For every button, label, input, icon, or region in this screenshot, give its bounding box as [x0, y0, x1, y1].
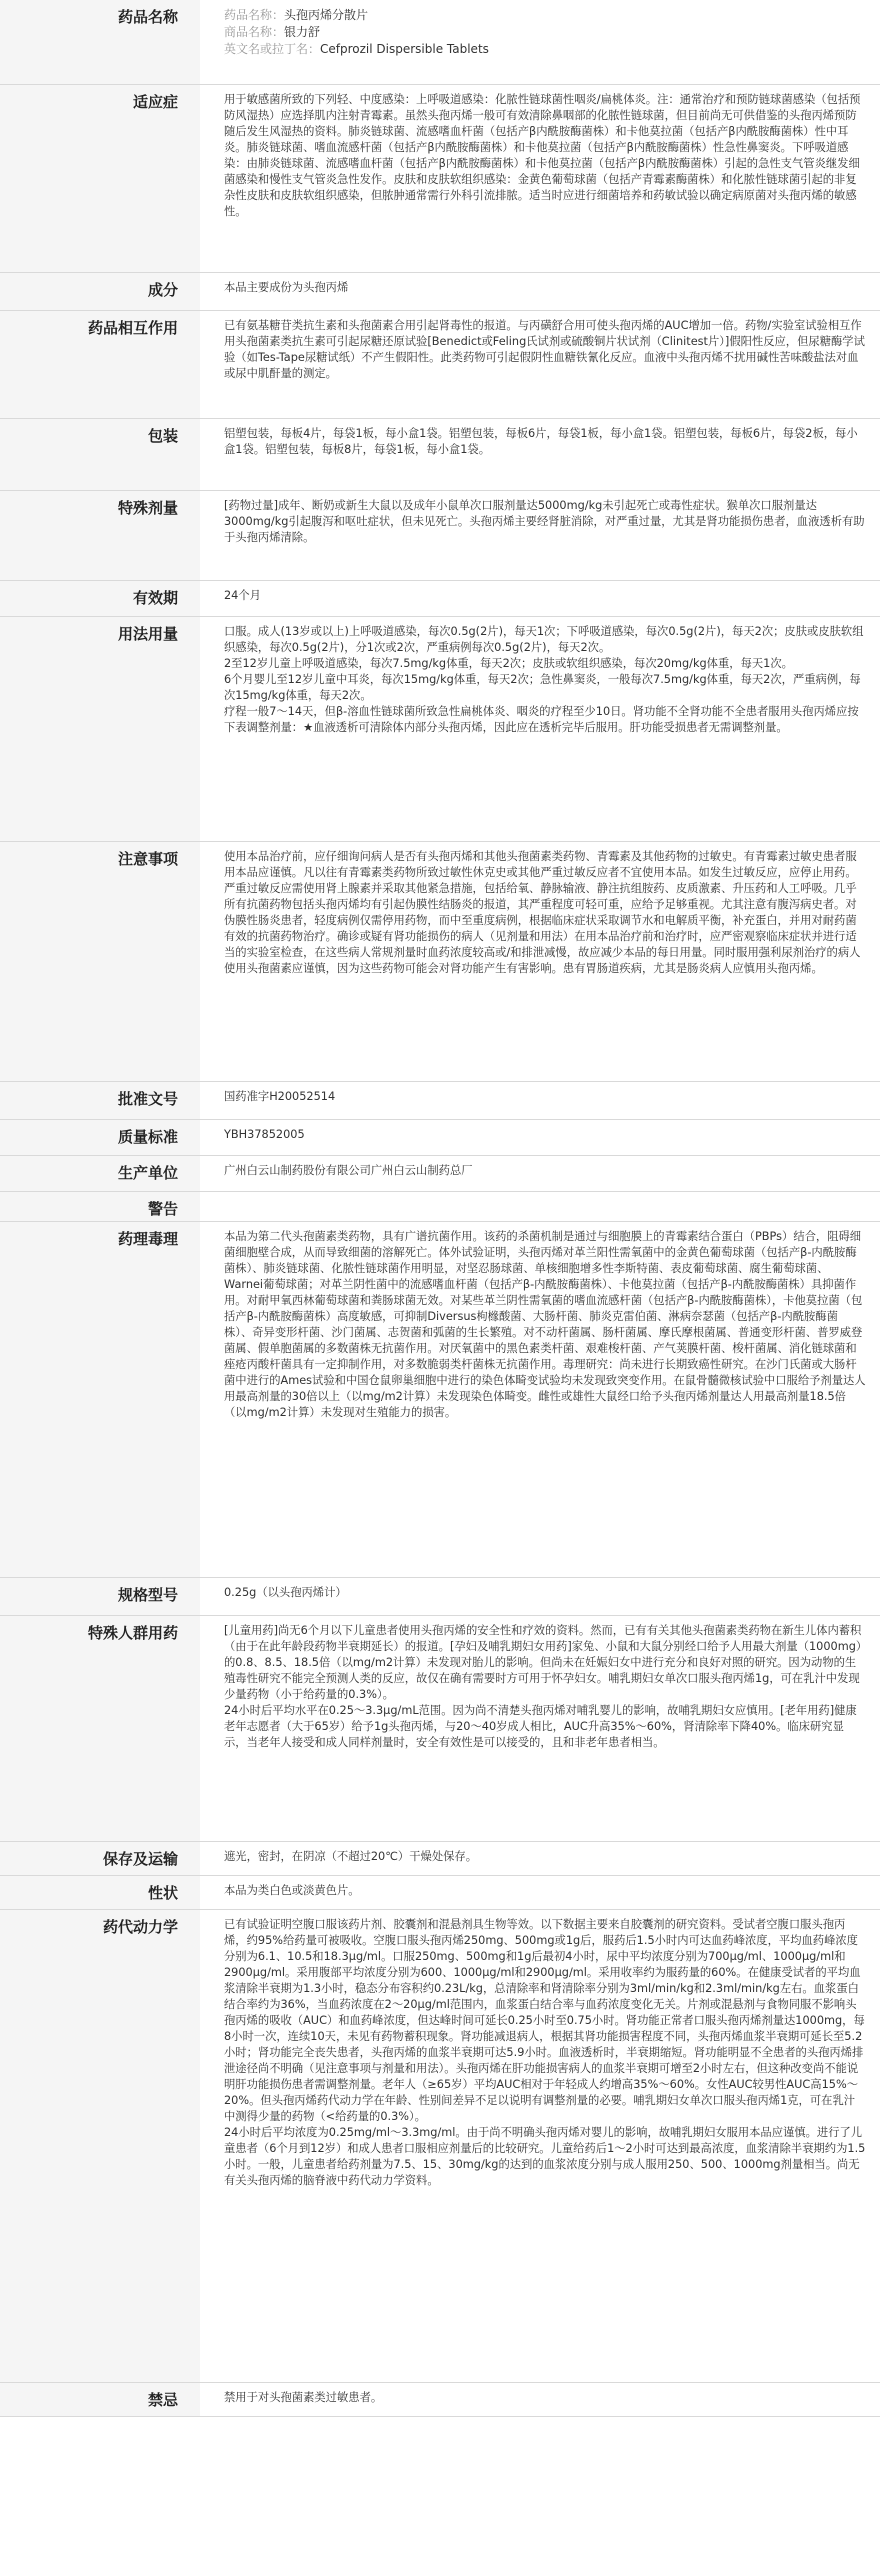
value-approval [200, 1081, 880, 1119]
label-manufacturer: 生产单位 [0, 1155, 200, 1191]
label-drug-name: 药品名称 [0, 0, 200, 84]
pharmacokinetics-text: 已有试验证明空腹口服该药片剂、胶囊剂和混悬剂具生物等效。以下数据主要来自胶囊剂的研究资料。受试者空腹口服头孢丙烯，约95%给药量可被吸收。空腹口服头孢丙烯250mg、500mg或1g后，服药后1.5小时内可达血药峰浓度，平均血药峰浓度分别为6.1、10.5和18.3μg/ml。口服250mg、500mg和1g后最初4小时，尿中平均浓度分别为700μg/ml、1000μg/ml和2900μg/ml。采用腹部平均浓度分别为600、1000μg/ml和2900μg/ml。采用收率约为服药量的60%。在健康受试者的平均血浆清除半衰期为1.3小时，稳态分布容积约0.23L/kg，总清除率和肾清除率分别为3ml/min/kg和2.3ml/min/kg左右。血浆蛋白结合率约为36%，当血药浓度在2～20μg/ml范围内，血浆蛋白结合率与血药浓度变化无关。片剂或混悬剂与食物同服不影响头孢丙烯的吸收（AUC）和血药峰浓度，但达峰时间可延长0.25小时至0.75小时。肾功能正常者口服头孢丙烯剂量达1000mg，每8小时一次，连续10天，未见有药物蓄积现象。肾功能减退病人，根据其肾功能损害程度不同，头孢丙烯血浆半衰期可延长至5.2小时；肾功能完全丧失患者，头孢丙烯的血浆半衰期可达5.9小时。血液透析时，半衰期缩短。肾功能明显不全患者的头孢丙烯排泄途径尚不明确（见注意事项与剂量和用法）。头孢丙烯在肝功能损害病人的血浆半衰期可增至2小时左右，但这种改变尚不能说明肝功能损伤患者需调整剂量。老年人（≥65岁）平均AUC相对于年轻成人约增高35%～60%。女性AUC较男性AUC高15%～20%。但头孢丙烯药代动力学在年龄、性别间差异不足以说明有调整剂量的必要。哺乳期妇女单次口服头孢丙烯1克，可在乳汁中测得少量的药物（<给药量的0.3%）。 24小时后平均浓度为0.25mg/ml～3.3mg/ml。由于尚不明确头孢丙烯对婴儿的影响，故哺乳期妇女服用本品应谨慎。进行了儿童患者（6个月到12岁）和成人患者口服相应剂量后的比较研究。儿童给药后1～2小时可达到最高浓度，血浆清除半衰期约为1.5小时。一般，儿童患者给药剂量为7.5、15、30mg/kg的达到的血浆浓度分别与成人服用250、500、1000mg剂量相当。尚无有关头孢丙烯的脑脊液中药代动力学资料。 [224, 1917, 866, 2187]
row-specification [0, 1577, 880, 1615]
value-package [200, 418, 880, 490]
row-interactions [0, 310, 880, 418]
generic-name-value: 头孢丙烯分散片 [284, 8, 369, 22]
label-indications: 适应症 [0, 84, 200, 272]
value-indications [200, 84, 880, 272]
label-validity: 有效期 [0, 580, 200, 616]
row-indications [0, 84, 880, 272]
pharmacology-text: 本品为第二代头孢菌素类药物，具有广谱抗菌作用。该药的杀菌机制是通过与细胞膜上的青霉素结合蛋白（PBPs）结合，阻碍细菌细胞壁合成，从而导致细菌的溶解死亡。体外试验证明，头孢丙烯对革兰阳性需氧菌中的金黄色葡萄球菌（包括产β-内酰胺酶菌株）、肺炎链球菌、化脓性链球菌作用明显，对坚忍肠球菌、单核细胞增多性李斯特菌、表皮葡萄球菌、腐生葡萄球菌、Warnei葡萄球菌；对革兰阴性菌中的流感嗜血杆菌（包括产β-内酰胺酶菌株）、卡他莫拉菌（包括产β-内酰胺酶菌株）具抑菌作用。对耐甲氧西林葡萄球菌和粪肠球菌无效。对某些革兰阴性需氧菌的嗜血流感杆菌（包括产β-内酰胺酶菌株），卡他莫拉菌（包括产β-内酰胺酶菌株）高度敏感，可抑制Diversus枸橼酸菌、大肠杆菌、肺炎克雷伯菌、淋病奈瑟菌（包括产β-内酰胺酶菌株）、奇异变形杆菌、沙门菌属、志贺菌和弧菌的生长繁殖。对不动杆菌属、肠杆菌属、摩氏摩根菌属、普通变形杆菌、普罗威登菌属、假单胞菌属的多数菌株无抗菌作用。对厌氧菌中的黑色素类杆菌、艰难梭杆菌、产气荚膜杆菌、梭杆菌属、消化链球菌和痤疮丙酸杆菌具有一定抑制作用，对多数脆弱类杆菌株无抗菌作用。毒理研究：尚未进行长期致癌性研究。在沙门氏菌或大肠杆菌中进行的Ames试验和中国仓鼠卵巢细胞中进行的染色体畸变试验均未发现致突变作用。在鼠骨髓微核试验中口服给予剂量达人用最高剂量的30倍以上（以mg/m2计算）未发现染色体畸变。雌性或雄性大鼠经口给予头孢丙烯剂量达人用最高剂量18.5倍（以mg/m2计算）未发现对生殖能力的损害。 [224, 1229, 866, 1419]
row-pharmacokinetics [0, 1909, 880, 2382]
value-contraindications [200, 2382, 880, 2416]
row-special-groups [0, 1615, 880, 1841]
indications-text: 用于敏感菌所致的下列轻、中度感染：上呼吸道感染：化脓性链球菌性咽炎/扁桃体炎。注：通常治疗和预防链球菌感染（包括预防风湿热）应选择肌内注射青霉素。虽然头孢丙烯一般可有效清除鼻咽部的化脓性链球菌，但目前尚无可供借鉴的头孢丙烯预防随后发生风湿热的资料。肺炎链球菌、流感嗜血杆菌（包括产β内酰胺酶菌株）和卡他莫拉菌（包括产β内酰胺酶菌株）性中耳炎。肺炎链球菌、嗜血流感杆菌（包括产β内酰胺酶菌株）和卡他莫拉菌（包括产β内酰胺酶菌株）性急性鼻窦炎。下呼吸道感染：由肺炎链球菌、流感嗜血杆菌（包括产β内酰胺酶菌株）和卡他莫拉菌（包括产β内酰胺酶菌株）引起的急性支气管炎继发细菌感染和慢性支气管炎急性发作。皮肤和皮肤软组织感染：金黄色葡萄球菌（包括产青霉素酶菌株）和化脓性链球菌引起的非复杂性皮肤和皮肤软组织感染，但脓肿通常需行外科引流排脓。适当时应进行细菌培养和药敏试验以确定病原菌对头孢丙烯的敏感性。 [224, 92, 861, 218]
row-appearance [0, 1875, 880, 1909]
composition-text: 本品主要成份为头孢丙烯 [224, 280, 349, 294]
value-pharmacokinetics [200, 1909, 880, 2382]
row-package [0, 418, 880, 490]
value-validity [200, 580, 880, 616]
validity-text: 24个月 [224, 588, 261, 602]
row-drug-name [0, 0, 880, 84]
label-storage: 保存及运输 [0, 1841, 200, 1875]
precautions-text: 使用本品治疗前，应仔细询问病人是否有头孢丙烯和其他头孢菌素类药物、青霉素及其他药物的过敏史。有青霉素过敏史患者服用本品应谨慎。凡以往有青霉素类药物所致过敏性休克史或其他严重过敏反应者不宜使用本品。如发生过敏反应，应停止用药。严重过敏反应需使用肾上腺素并采取其他紧急措施，包括给氧、静脉输液、静注抗组胺药、皮质激素、升压药和人工呼吸。几乎所有抗菌药物包括头孢丙烯均有引起伪膜性结肠炎的报道，其严重程度可轻可重，应给予足够重视。尤其注意有腹泻病史者。对伪膜性肠炎患者，轻度病例仅需停用药物，而中至重度病例，根据临床症状采取调节水和电解质平衡，补充蛋白，并用对耐药菌有效的抗菌药物治疗。确诊或疑有肾功能损伤的病人（见剂量和用法）在用本品治疗前和治疗时，应严密观察临床症状并进行适当的实验室检查，在这些病人常规剂量时血药浓度较高或/和排泄减慢，故应减少本品的每日用量。同时服用强利尿剂治疗的病人使用头孢菌素应谨慎，因为这些药物可能会对肾功能产生有害影响。患有胃肠道疾病，尤其是肠炎病人应慎用头孢丙烯。 [224, 849, 861, 975]
contraindications-text: 禁用于对头孢菌素类过敏患者。 [224, 2390, 383, 2404]
label-composition: 成分 [0, 272, 200, 310]
appearance-text: 本品为类白色或淡黄色片。 [224, 1883, 360, 1897]
label-pharmacology: 药理毒理 [0, 1221, 200, 1577]
value-composition [200, 272, 880, 310]
value-usage [200, 616, 880, 841]
value-drug-name [200, 0, 880, 84]
value-specification [200, 1577, 880, 1615]
value-overdose [200, 490, 880, 580]
row-pharmacology [0, 1221, 880, 1577]
label-usage: 用法用量 [0, 616, 200, 841]
label-specification: 规格型号 [0, 1577, 200, 1615]
value-warning [200, 1191, 880, 1221]
label-interactions: 药品相互作用 [0, 310, 200, 418]
english-name-value: Cefprozil Dispersible Tablets [320, 42, 489, 56]
trade-name-key: 商品名称： [224, 25, 285, 39]
label-contraindications: 禁忌 [0, 2382, 200, 2416]
label-overdose: 特殊剂量 [0, 490, 200, 580]
label-package: 包装 [0, 418, 200, 490]
english-name-key: 英文名或拉丁名： [224, 42, 321, 56]
value-special-groups [200, 1615, 880, 1841]
trade-name-value: 银力舒 [284, 25, 321, 39]
package-text: 铝塑包装，每板4片，每袋1板，每小盒1袋。铝塑包装，每板6片，每袋1板，每小盒1袋。铝塑包装，每板6片，每袋2板，每小盒1袋。铝塑包装，每板8片，每袋1板，每小盒1袋。 [224, 426, 858, 456]
generic-name-key: 药品名称： [224, 8, 285, 22]
row-storage [0, 1841, 880, 1875]
row-approval [0, 1081, 880, 1119]
row-precautions [0, 841, 880, 1081]
row-warning [0, 1191, 880, 1221]
standard-text: YBH37852005 [224, 1127, 305, 1141]
value-interactions [200, 310, 880, 418]
interactions-text: 已有氨基糖苷类抗生素和头孢菌素合用引起肾毒性的报道。与丙磺舒合用可使头孢丙烯的AUC增加一倍。药物/实验室试验相互作用头孢菌素类抗生素可引起尿糖还原试验[Benedict或Feling氏试剂或硫酸铜片状试剂（Clinitest片）]假阳性反应，但尿糖酶学试验（如Tes-Tape尿糖试纸）不产生假阳性。此类药物可引起假阴性血糖铁氰化反应。血液中头孢丙烯不扰用碱性苦味酸盐法对血或尿中肌酐量的测定。 [224, 318, 865, 380]
special-groups-text: [儿童用药]尚无6个月以下儿童患者使用头孢丙烯的安全性和疗效的资料。然而，已有有关其他头孢菌素类药物在新生儿体内蓄积（由于在此年龄段药物半衰期延长）的报道。[孕妇及哺乳期妇女用药]家兔、小鼠和大鼠分别经口给予人用最大剂量（1000mg）的0.8、8.5、18.5倍（以mg/m2计算）未发现对胎儿的影响。但尚未在妊娠妇女中进行充分和良好对照的研究。因为动物的生殖毒性研究不能完全预测人类的反应，故仅在确有需要时方可用于怀孕妇女。哺乳期妇女单次口服头孢丙烯1g，可在乳汁中发现少量药物（小于给药量的0.3%）。 24小时后平均水平在0.25～3.3μg/mL范围。因为尚不清楚头孢丙烯对哺乳婴儿的影响，故哺乳期妇女应慎用。[老年用药]健康老年志愿者（大于65岁）给予1g头孢丙烯，与20～40岁成人相比，AUC升高35%～60%，肾清除率下降40%。临床研究显示，当老年人接受和成人同样剂量时，安全有效性是可以接受的，且和非老年患者相当。 [224, 1623, 862, 1749]
overdose-text: [药物过量]成年、断奶或新生大鼠以及成年小鼠单次口服剂量达5000mg/kg未引起死亡或毒性症状。猴单次口服剂量达3000mg/kg引起腹泻和呕吐症状，但未见死亡。头孢丙烯主要经肾脏消除，对严重过量，尤其是肾功能损伤患者，血液透析有助于头孢丙烯清除。 [224, 498, 865, 544]
value-appearance [200, 1875, 880, 1909]
label-approval: 批准文号 [0, 1081, 200, 1119]
row-composition [0, 272, 880, 310]
row-contraindications [0, 2382, 880, 2416]
approval-text: 国药准字H20052514 [224, 1089, 336, 1103]
row-standard [0, 1119, 880, 1155]
label-precautions: 注意事项 [0, 841, 200, 1081]
storage-text: 遮光，密封，在阴凉（不超过20℃）干燥处保存。 [224, 1849, 478, 1863]
row-validity [0, 580, 880, 616]
trade-name-line [224, 24, 866, 41]
specification-text: 0.25g（以头孢丙烯计） [224, 1585, 347, 1599]
label-standard: 质量标准 [0, 1119, 200, 1155]
value-pharmacology [200, 1221, 880, 1577]
row-usage [0, 616, 880, 841]
manufacturer-text: 广州白云山制药股份有限公司广州白云山制药总厂 [224, 1163, 473, 1177]
generic-name-line [224, 7, 866, 24]
value-standard [200, 1119, 880, 1155]
usage-text: 口服。成人(13岁或以上)上呼吸道感染，每次0.5g(2片)，每天1次；下呼吸道感染，每次0.5g(2片)，每天2次；皮肤或皮肤软组织感染，每次0.5g(2片)，分1次或2次，严重病例每次0.5g(2片)，每天2次。 2至12岁儿童上呼吸道感染，每次7.5mg/kg体重，每天2次；皮肤或软组织感染，每次20mg/kg体重，每天1次。 6个月婴儿至12岁儿童中耳炎，每次15mg/kg体重，每天2次；急性鼻窦炎，一般每次7.5mg/kg体重，每天2次，严重病例，每次15mg/kg体重，每天2次。 疗程一般7～14天，但β-溶血性链球菌所致急性扁桃体炎、咽炎的疗程至少10日。肾功能不全肾功能不全患者服用头孢丙烯应按下表调整剂量：★血液透析可清除体内部分头孢丙烯，因此应在透析完毕后服用。肝功能受损患者无需调整剂量。 [224, 624, 864, 734]
label-pharmacokinetics: 药代动力学 [0, 1909, 200, 2382]
row-overdose [0, 490, 880, 580]
value-manufacturer [200, 1155, 880, 1191]
value-storage [200, 1841, 880, 1875]
row-manufacturer [0, 1155, 880, 1191]
label-appearance: 性状 [0, 1875, 200, 1909]
label-warning: 警告 [0, 1191, 200, 1221]
english-name-line [224, 41, 866, 58]
label-special-groups: 特殊人群用药 [0, 1615, 200, 1841]
value-precautions [200, 841, 880, 1081]
